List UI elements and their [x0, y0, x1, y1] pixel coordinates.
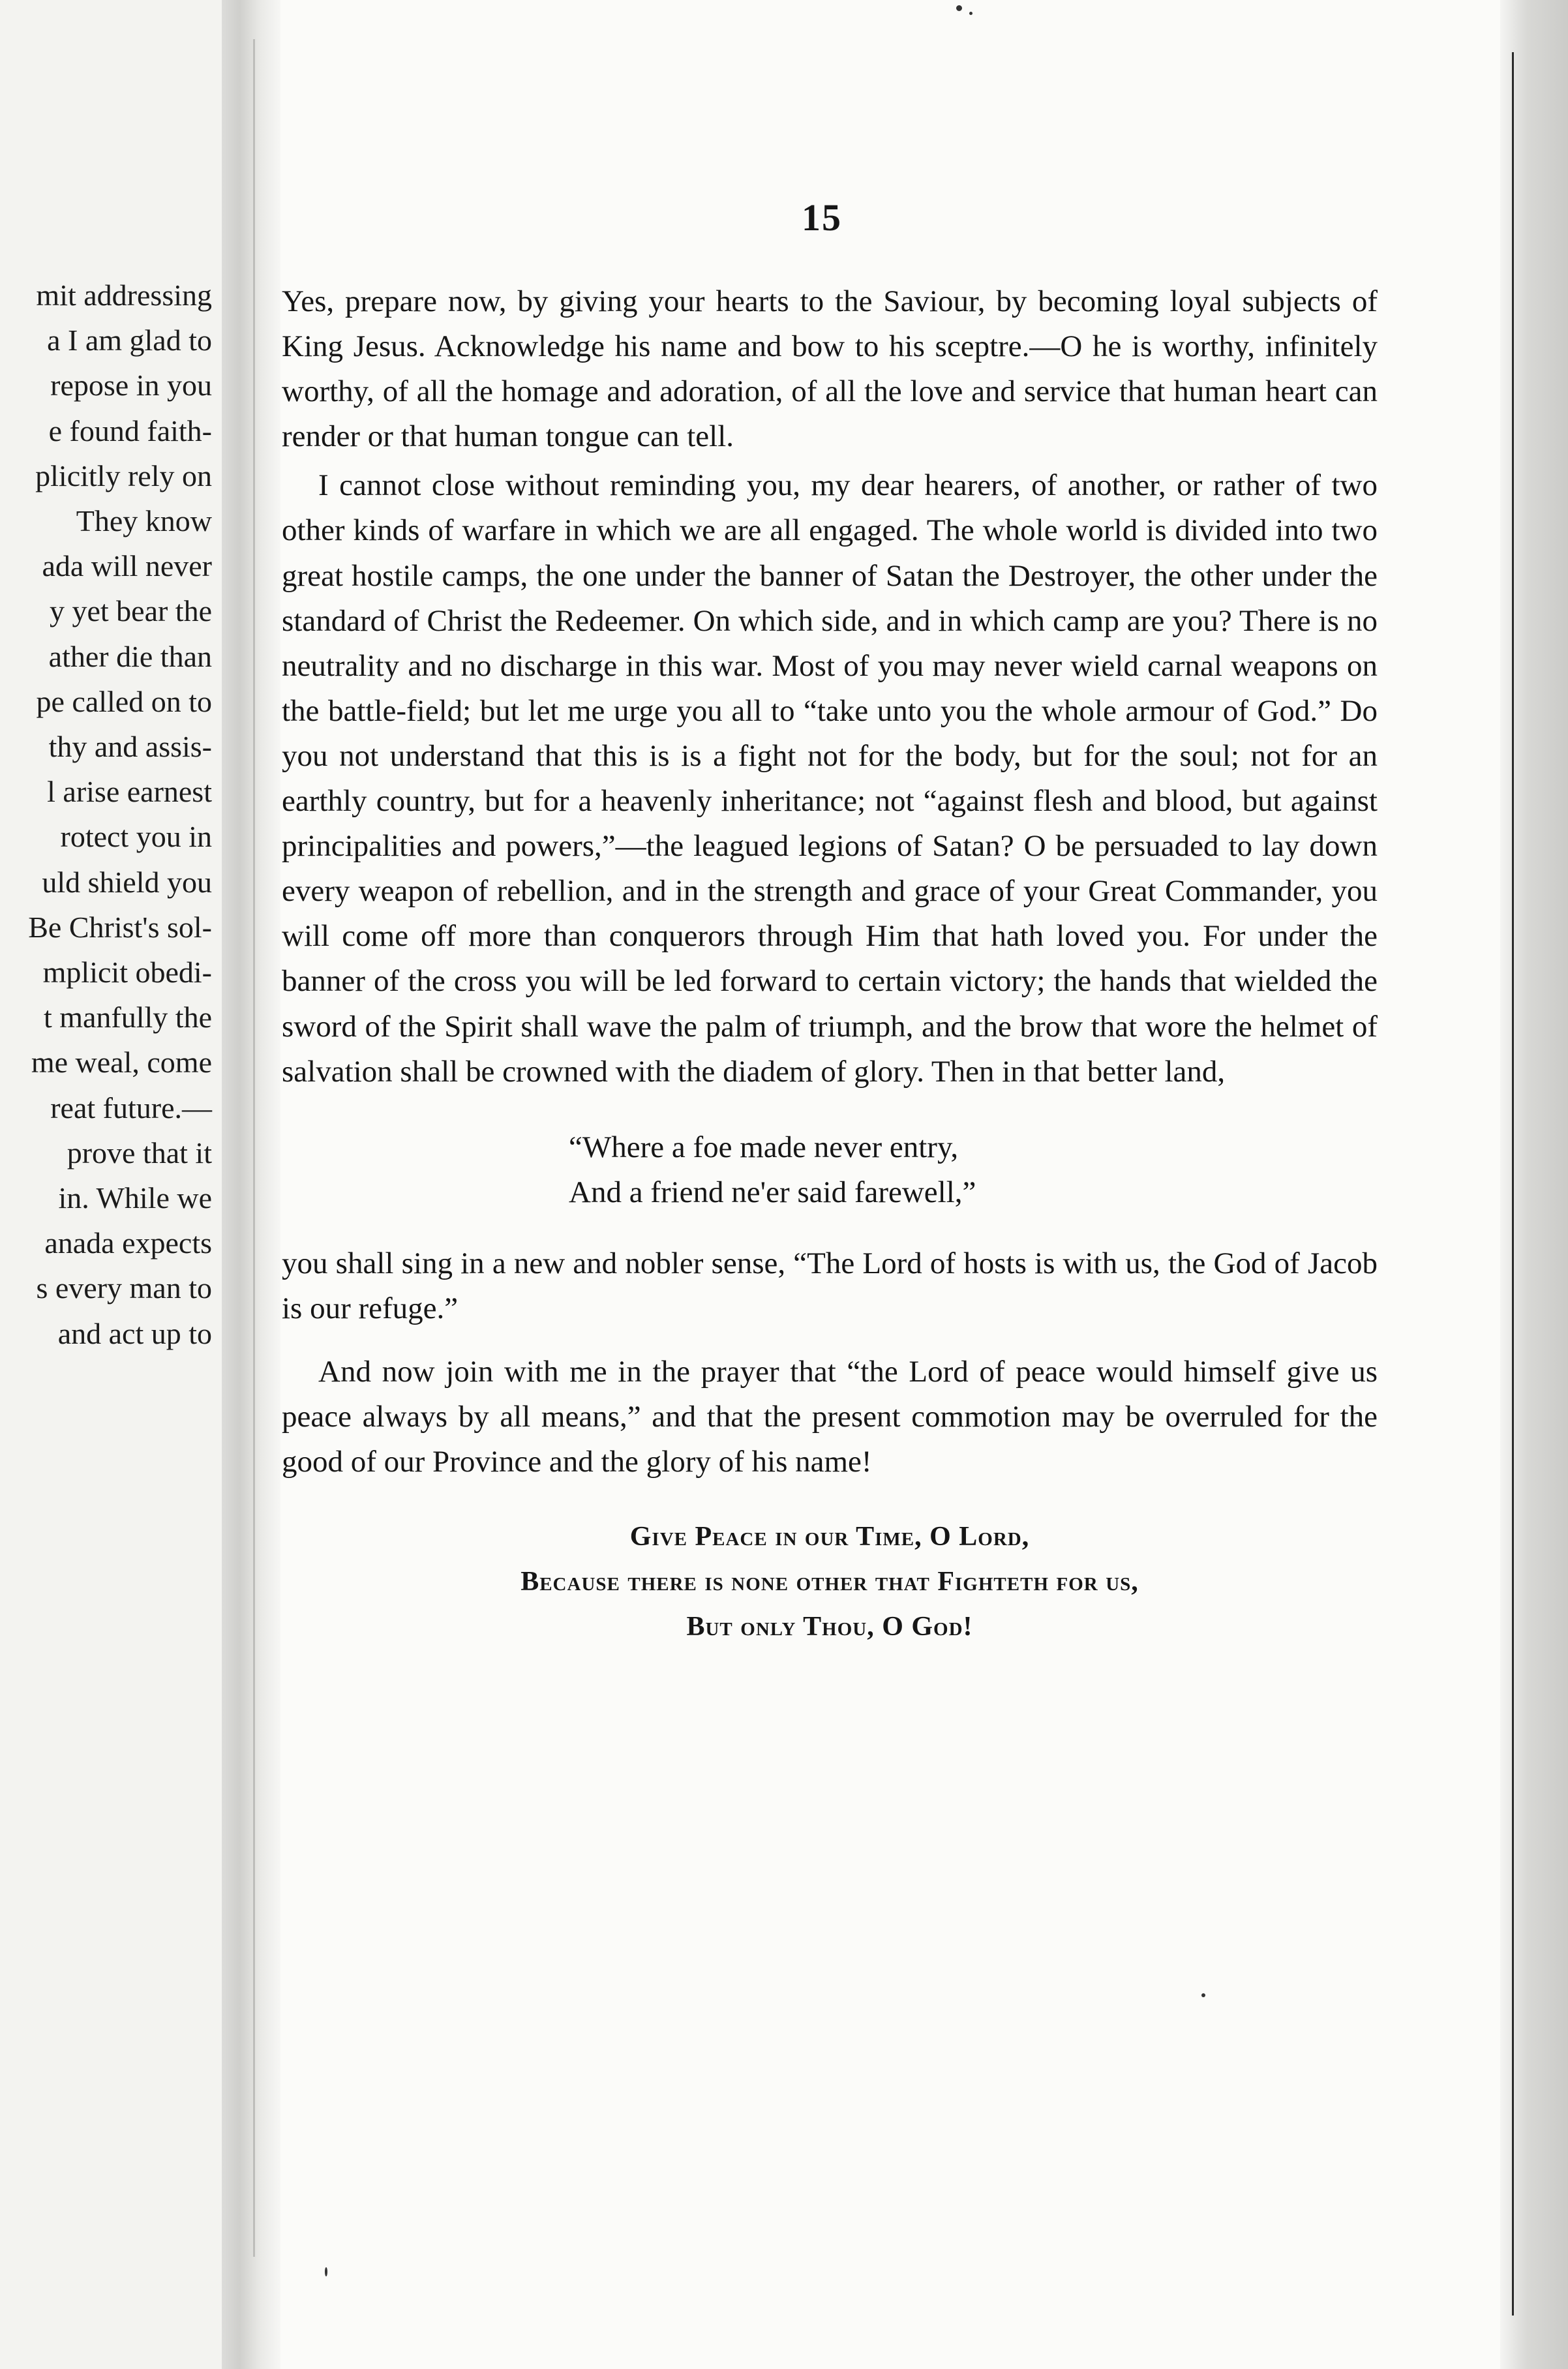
left-page-line: repose in you	[50, 369, 212, 402]
page-number: 15	[802, 196, 842, 239]
prayer-line: Give Peace in our Time, O Lord,	[629, 1522, 1030, 1552]
left-page-line: and act up to	[57, 1316, 212, 1350]
left-page-line: l arise earnest	[47, 775, 212, 809]
left-page-line: thy and assis-	[48, 730, 212, 764]
left-page-line: uld shield you	[42, 865, 212, 899]
scan-speck	[956, 5, 962, 11]
book-gutter	[222, 0, 280, 2369]
closing-prayer	[282, 1515, 1378, 1650]
verse-line: And a friend ne'er said farewell,”	[569, 1175, 976, 1209]
left-facing-page	[0, 0, 235, 2369]
verse-line: “Where a foe made never entry,	[569, 1130, 959, 1164]
left-page-line: ather die than	[48, 639, 212, 673]
gutter-edge-line	[253, 39, 255, 2257]
right-page-edge	[1500, 0, 1568, 2369]
left-page-line: mit addressing	[36, 279, 212, 312]
paragraph: Yes, prepare now, by giving your hearts to the Saviour, by becoming loyal subjects of King Jesus. Acknowledge his name and bow to his sceptre.—O he is worthy, infinitely worthy, of all the homage and adoration, of all the love and service that human heart can render or that human tongue can tell.	[282, 284, 1378, 454]
right-edge-line	[1512, 52, 1514, 2316]
scan-speck	[1201, 1993, 1205, 1997]
left-page-line: pe called on to	[36, 684, 212, 718]
paragraph: you shall sing in a new and nobler sense, “The Lord of hosts is with us, the God of Jacob is our refuge.”	[282, 1246, 1378, 1325]
verse-quotation	[282, 1125, 1378, 1215]
left-page-line: e found faith-	[48, 414, 212, 447]
left-page-line: in. While we	[58, 1181, 212, 1215]
left-page-line: rotect you in	[60, 820, 212, 854]
left-page-line: Be Christ's sol-	[28, 910, 212, 944]
prayer-line: But only Thou, O God!	[686, 1612, 973, 1642]
left-page-line: reat future.—	[50, 1091, 212, 1124]
left-page-line: a I am glad to	[47, 324, 212, 357]
prayer-line: Because there is none other that Fighteth for us,	[520, 1567, 1139, 1597]
left-page-line: s every man to	[36, 1271, 212, 1305]
left-page-line: anada expects	[44, 1226, 212, 1260]
left-page-line: t manfully the	[43, 1001, 212, 1034]
left-page-line: ada will never	[42, 549, 212, 583]
left-page-line: y yet bear the	[49, 594, 212, 628]
left-page-line: They know	[76, 504, 212, 538]
paragraph: And now join with me in the prayer that “the Lord of peace would himself give us peace always by all means,” and that the present commotion may be overruled for the good of our Province and the glory of his name!	[282, 1354, 1378, 1479]
left-page-line: plicitly rely on	[35, 459, 212, 492]
scan-speck	[969, 12, 972, 15]
left-page-line: prove that it	[67, 1136, 212, 1169]
left-page-line: me weal, come	[31, 1046, 212, 1079]
paragraph: I cannot close without reminding you, my dear hearers, of another, or rather of two other kinds of warfare in which we are all engaged. The whole world is divided into two great hostile camps, the one under the banner of Satan the Destroyer, the other under the standard of Christ the Redeemer. On which side, and in which camp are you? There is no neutrality and no discharge in this war. Most of you may never wield carnal weapons on the battle-field; but let me urge you all to “take unto you the whole armour of God.” Do you not understand that this is is a fight not for the body, but for the soul; not for an earthly country, but for a heavenly inheritance; not “against flesh and blood, but against principalities and powers,”—the leagued legions of Satan? O be persuaded to lay down every weapon of rebellion, and in the strength and grace of your Great Commander, you will come off more than conquerors through Him that hath loved you. For under the banner of the cross you will be led forward to certain victory; the hands that wielded the sword of the Spirit shall wave the palm of triumph, and the brow that wore the helmet of salvation shall be crowned with the diadem of glory. Then in that better land,	[282, 468, 1378, 1089]
scan-speck	[325, 2267, 327, 2276]
left-page-text	[0, 273, 212, 1356]
left-page-line: mplicit obedi-	[42, 956, 212, 989]
page-body	[282, 279, 1378, 1650]
